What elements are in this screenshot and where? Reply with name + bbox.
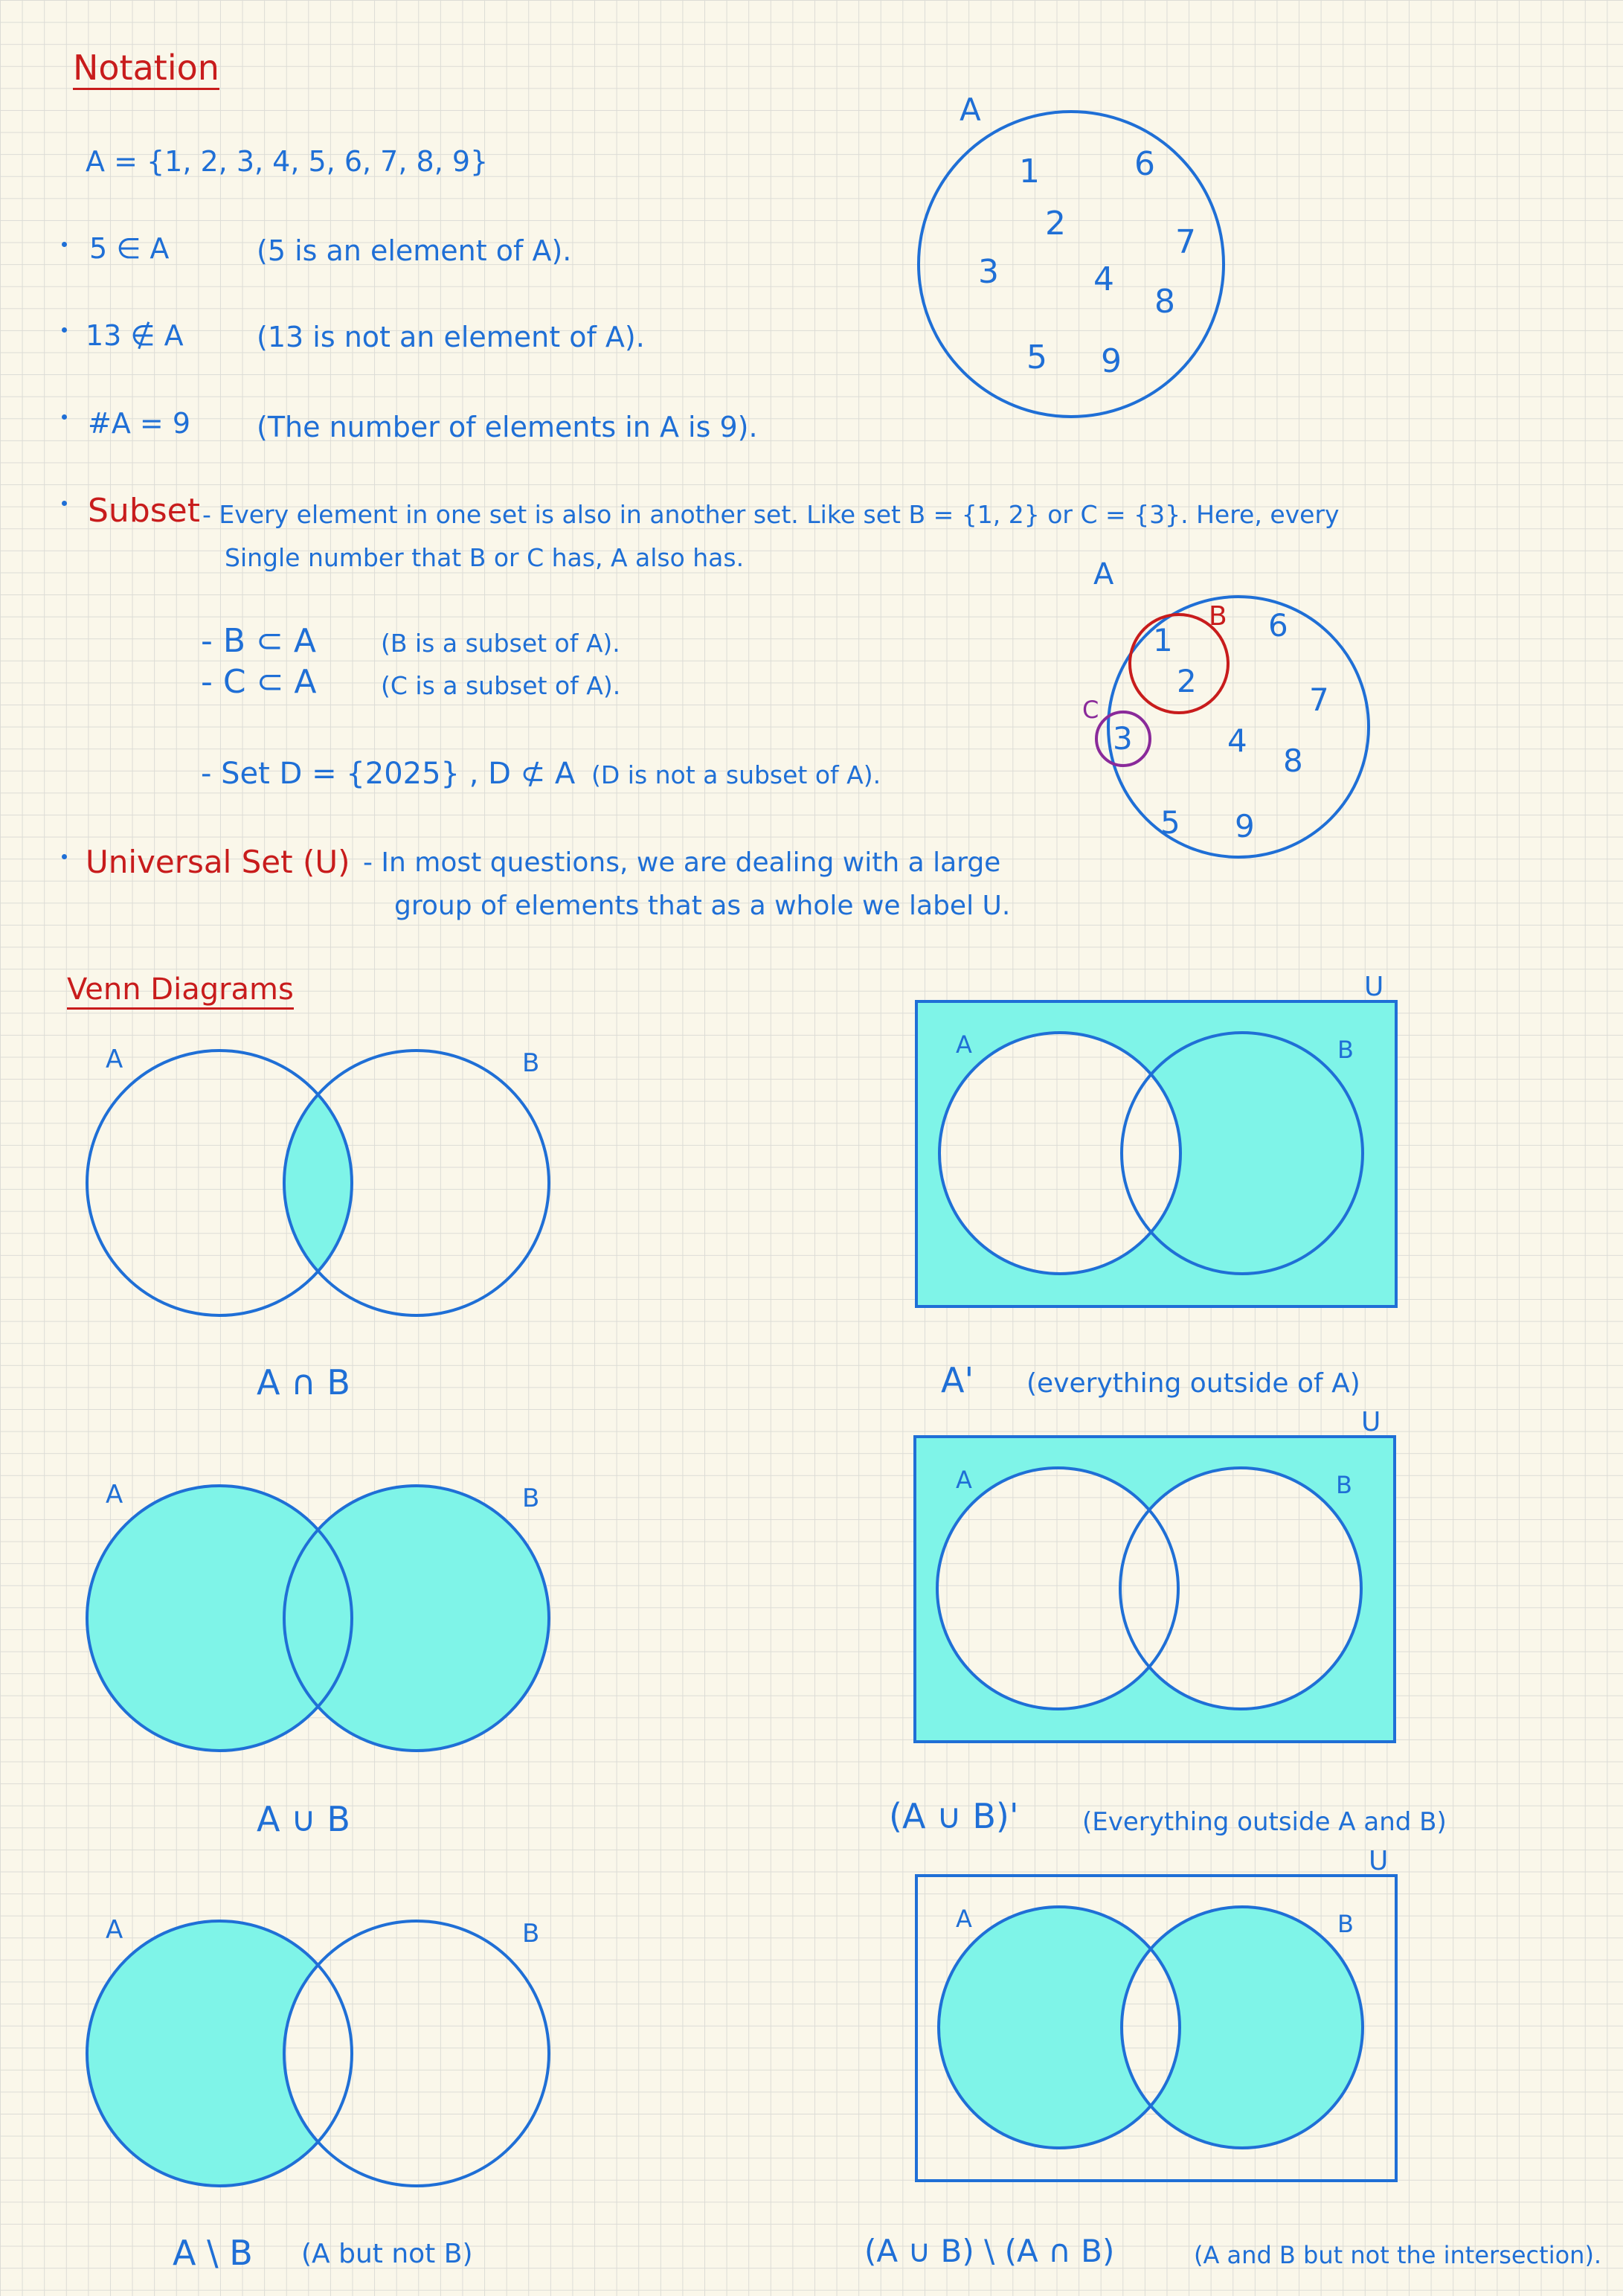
label-u: U	[1369, 1846, 1389, 1876]
element-9: 9	[1101, 342, 1122, 380]
b-subset-description: (B is a subset of A).	[381, 629, 620, 658]
label-a: A	[106, 1915, 123, 1945]
complement-caption: A'	[941, 1360, 974, 1400]
bullet	[62, 854, 67, 859]
element-of-description: (5 is an element of A).	[257, 234, 572, 267]
label-b: B	[522, 1919, 540, 1949]
subset-definition-line2: Single number that B or C has, A also has.	[225, 543, 745, 572]
complement-note: (everything outside of A)	[1026, 1368, 1360, 1399]
element-7: 7	[1175, 223, 1196, 261]
element-5: 5	[1160, 804, 1180, 841]
difference-note: (A but not B)	[301, 2239, 473, 2269]
element-3: 3	[978, 253, 999, 291]
universal-set-line1: - In most questions, we are dealing with a large	[363, 847, 1001, 878]
union-complement-caption: (A ∪ B)'	[889, 1796, 1019, 1836]
union-complement-note: (Everything outside A and B)	[1082, 1807, 1447, 1837]
element-8: 8	[1283, 743, 1303, 779]
intersection-caption: A ∩ B	[257, 1362, 350, 1402]
venn-diagrams-heading: Venn Diagrams	[67, 975, 294, 1010]
element-4: 4	[1227, 722, 1247, 759]
bullet	[62, 327, 67, 333]
notation-heading: Notation	[73, 51, 219, 90]
cardinality-description: (The number of elements in A is 9).	[257, 411, 758, 443]
venn-union-complement	[893, 1407, 1413, 1752]
universal-set-line2: group of elements that as a whole we label U.	[394, 891, 1011, 921]
set-a-label: A	[960, 92, 981, 128]
element-8: 8	[1154, 283, 1175, 321]
subset-term: Subset	[88, 492, 200, 530]
element-1: 1	[1153, 622, 1173, 658]
label-b: B	[1337, 1910, 1354, 1938]
set-c-label: C	[1082, 696, 1099, 724]
bullet	[62, 414, 67, 420]
element-9: 9	[1235, 808, 1255, 844]
venn-difference	[60, 1905, 565, 2232]
d-not-subset-description: (D is not a subset of A).	[591, 760, 881, 789]
element-3: 3	[1113, 720, 1133, 757]
set-a-circle	[919, 112, 1224, 417]
element-6: 6	[1268, 607, 1288, 644]
element-2: 2	[1045, 205, 1066, 243]
label-a: A	[106, 1045, 123, 1074]
element-6: 6	[1134, 145, 1155, 183]
venn-symmetric-difference	[893, 1846, 1413, 2191]
d-not-subset-line: - Set D = {2025} , D ⊄ A	[201, 757, 576, 791]
element-5: 5	[1026, 339, 1047, 376]
subset-definition-line1: - Every element in one set is also in another set. Like set B = {1, 2} or C = {3}. Here, every	[202, 500, 1340, 529]
union-caption: A ∪ B	[257, 1799, 350, 1839]
element-4: 4	[1093, 260, 1114, 298]
not-element-of-description: (13 is not an element of A).	[257, 321, 645, 353]
c-subset-symbol: - C ⊂ A	[201, 663, 317, 701]
set-b-label: B	[1209, 601, 1227, 632]
bullet	[62, 501, 67, 506]
label-b: B	[1337, 1036, 1354, 1064]
label-b: B	[522, 1048, 540, 1078]
difference-caption: A \ B	[173, 2233, 253, 2273]
set-a-diagram	[922, 92, 1264, 439]
venn-complement-a	[893, 972, 1413, 1317]
b-subset-symbol: - B ⊂ A	[201, 622, 316, 660]
label-b: B	[522, 1484, 540, 1513]
bullet	[62, 242, 67, 247]
element-7: 7	[1309, 682, 1329, 718]
set-a-definition: A = {1, 2, 3, 4, 5, 6, 7, 8, 9}	[86, 145, 489, 178]
label-u: U	[1361, 1407, 1381, 1437]
symmetric-difference-note: (A and B but not the intersection).	[1194, 2241, 1602, 2269]
label-a: A	[956, 1030, 972, 1059]
not-element-of-symbol: 13 ∉ A	[86, 319, 184, 352]
cardinality-symbol: #A = 9	[88, 407, 191, 440]
venn-intersection	[60, 1034, 565, 1362]
universal-set-term: Universal Set (U)	[86, 844, 350, 880]
element-2: 2	[1177, 663, 1197, 699]
c-subset-description: (C is a subset of A).	[381, 671, 621, 700]
label-b: B	[1336, 1471, 1352, 1499]
subset-diagram	[1056, 554, 1398, 904]
symmetric-difference-caption: (A ∪ B) \ (A ∩ B)	[864, 2233, 1115, 2269]
label-a: A	[956, 1466, 972, 1494]
label-a: A	[106, 1480, 123, 1510]
label-a: A	[956, 1905, 972, 1933]
element-1: 1	[1019, 153, 1040, 190]
element-of-symbol: 5 ∈ A	[89, 232, 170, 265]
set-a-label: A	[1093, 557, 1114, 591]
label-u: U	[1364, 972, 1384, 1002]
venn-union	[60, 1469, 565, 1797]
